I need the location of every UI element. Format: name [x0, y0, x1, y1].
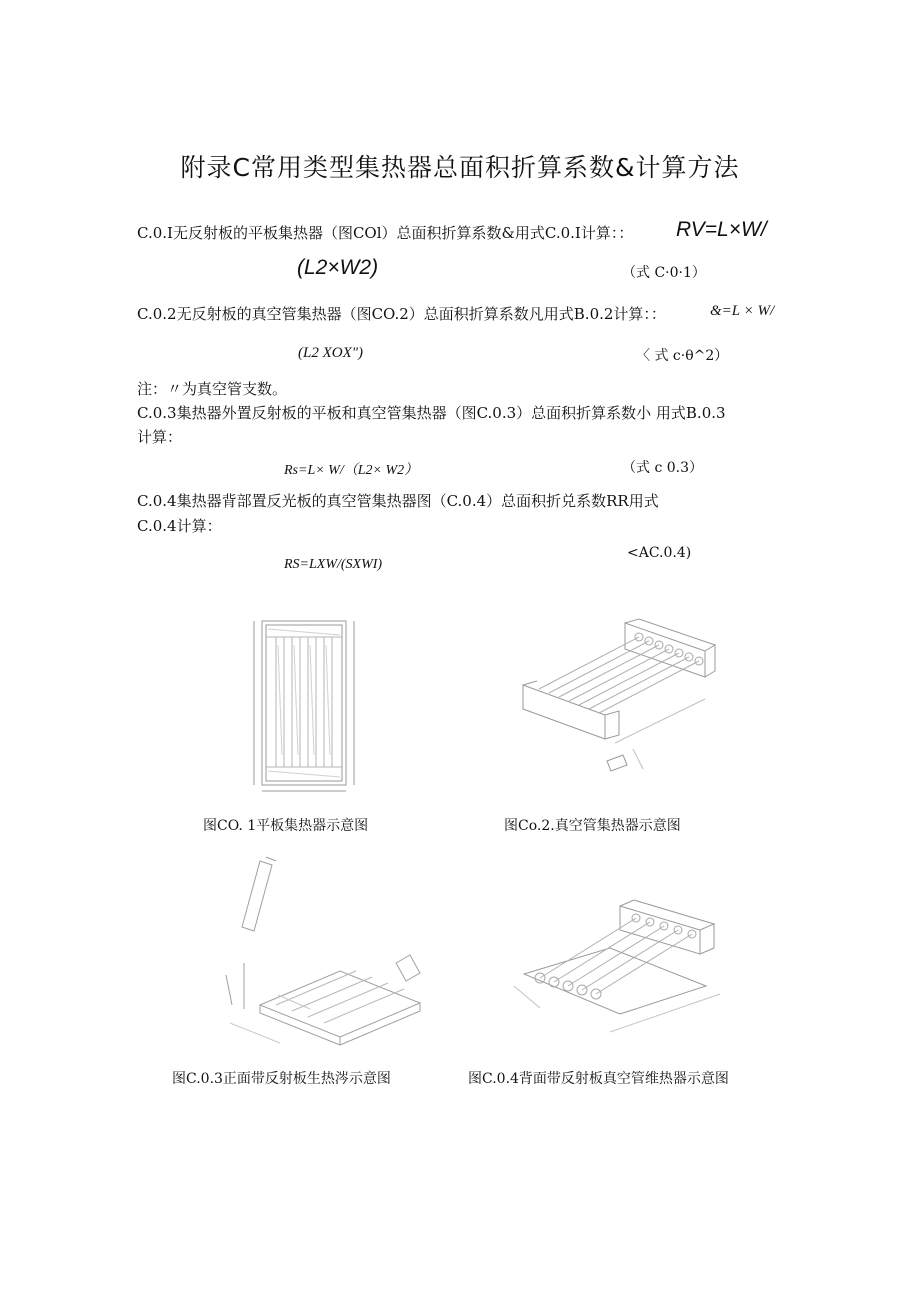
equation-label-c02: 〈 式 c·θ^2）: [636, 348, 729, 364]
back-reflector-tube-collector-drawing-icon: [510, 890, 730, 1040]
formula-c02-part-b: (L2 XOX"): [298, 345, 364, 361]
section-c02-text: C.0.2无反射板的真空管集热器（图CO.2）总面积折算系数凡用式B.0.2计算：：: [137, 305, 666, 323]
flat-plate-collector-drawing-icon: [250, 615, 360, 795]
formula-c01-part-a: RV=L×W/: [676, 218, 767, 241]
equation-label-c01: （式 C·0·1）: [622, 265, 706, 281]
equation-label-c03: （式 c 0.3）: [622, 460, 704, 476]
figure-caption-c02: 图Co.2.真空管集热器示意图: [504, 818, 681, 834]
formula-c01-part-b: (L2×W2): [297, 256, 379, 279]
formula-c02-part-a: &=L × W/: [710, 303, 775, 319]
vacuum-tube-collector-drawing-icon: [515, 615, 725, 780]
figure-caption-c04: 图C.0.4背面带反射板真空管维热器示意图: [468, 1071, 729, 1087]
section-c04-text-line2: C.0.4计算：: [137, 517, 222, 535]
section-c03-text-line1: C.0.3集热器外置反射板的平板和真空管集热器（图C.0.3）总面积折算系数小 用式B.0.3: [137, 404, 726, 422]
section-c03-text-line2: 计算：: [137, 428, 183, 446]
section-c01-text: C.0.I无反射板的平板集热器（图COl）总面积折算系数&用式C.0.I计算：：: [137, 224, 634, 242]
figure-caption-c03: 图C.0.3正面带反射板生热涔示意图: [172, 1071, 391, 1087]
page-title: 附录C常用类型集热器总面积折算系数&计算方法: [180, 153, 740, 182]
figure-caption-c01: 图CO. 1平板集热器示意图: [203, 818, 369, 834]
formula-c03: Rs=L× W/（L2× W2）: [284, 463, 419, 478]
section-c04-text-line1: C.0.4集热器背部置反光板的真空管集热器图（C.0.4）总面积折兑系数RR用式: [137, 492, 659, 510]
formula-c04: RS=LXW/(SXWI): [284, 557, 383, 572]
equation-label-c04: <AC.0.4): [627, 545, 692, 561]
note-text: 注：〃为真空管支数。: [137, 380, 288, 398]
front-reflector-collector-drawing-icon: [220, 855, 430, 1050]
